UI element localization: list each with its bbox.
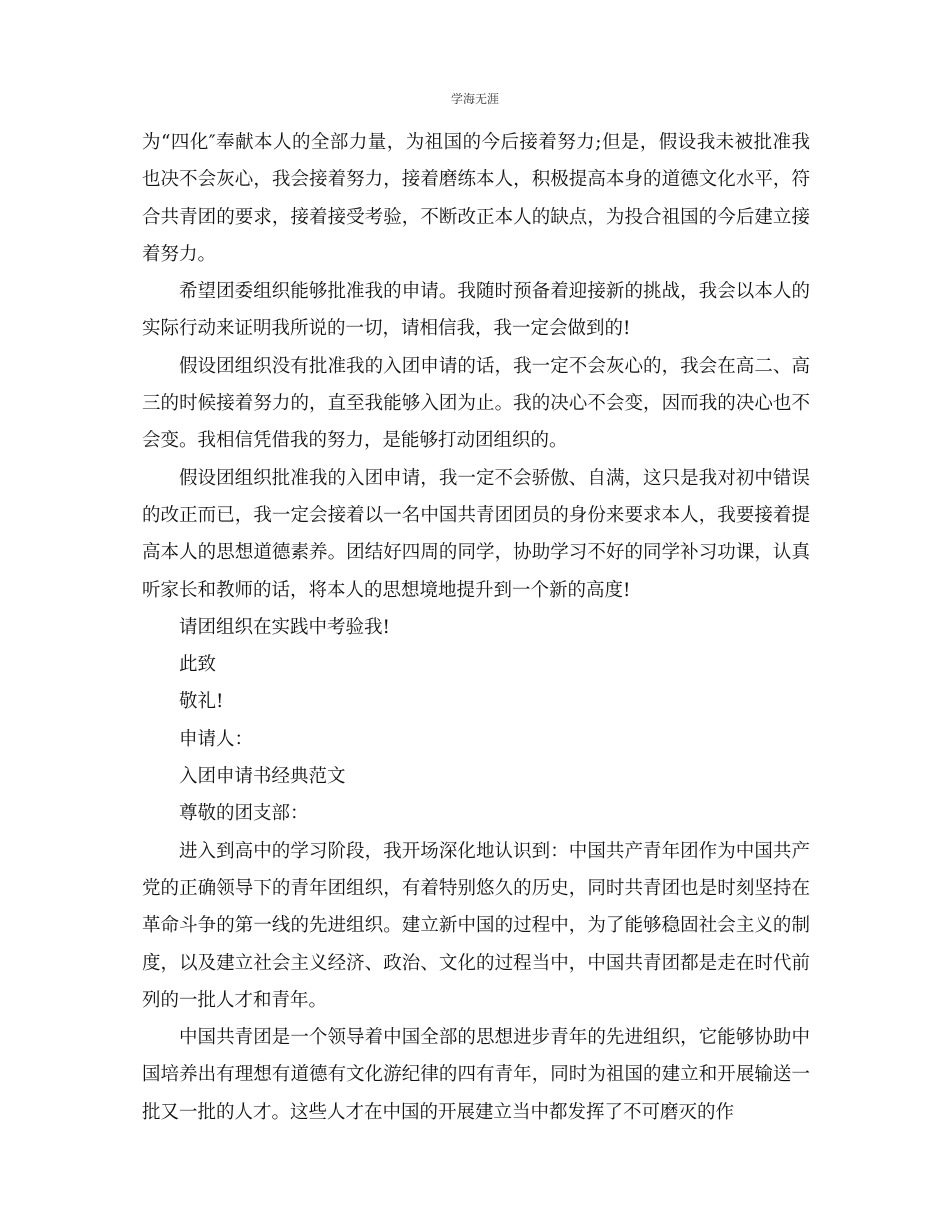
paragraph: 中国共青团是一个领导着中国全部的思想进步青年的先进组织，它能够协助中国培养出有理想有道德有文化游纪律的四有青年，同时为祖国的建立和开展输送一批又一批的人才。这些人才在中国的开展建立当中都发挥了不可磨灭的作 xyxy=(142,1027,810,1123)
paragraph: 为“四化″奉献本人的全部力量，为祖国的今后接着努力;但是，假设我未被批准我也决不会灰心，我会接着努力，接着磨练本人，积极提高本身的道德文化水平，符合共青团的要求，接着接受考验，不断改正本人的缺点，为投合祖国的今后建立接着努力。 xyxy=(142,132,810,265)
greeting-line: 尊敬的团支部： xyxy=(179,803,309,825)
closing-line: 此致 xyxy=(179,654,217,676)
document-body xyxy=(142,124,810,1131)
salutation-line: 敬礼! xyxy=(179,691,224,713)
paragraph: 进入到高中的学习阶段，我开场深化地认识到：中国共产青年团作为中国共产党的正确领导下的青年团组织，有着特别悠久的历史，同时共青团也是时刻坚持在革命斗争的第一线的先进组织。建立新中国的过程中，为了能够稳固社会主义的制度，以及建立社会主义经济、政治、文化的过程当中，中国共青团都是走在时代前列的一批人才和青年。 xyxy=(142,840,810,1011)
page-header: 学海无涯 xyxy=(450,92,499,106)
paragraph: 假设团组织批准我的入团申请，我一定不会骄傲、自满，这只是我对初中错误的改正而已，我一定会接着以一名中国共青团团员的身份来要求本人，我要接着提高本人的思想道德素养。团结好四周的同学，协助学习不好的同学补习功课，认真听家长和教师的话，将本人的思想境地提升到一个新的高度! xyxy=(142,467,810,601)
paragraph: 假设团组织没有批准我的入团申请的话，我一定不会灰心的，我会在高二、高三的时候接着努力的，直至我能够入团为止。我的决心不会变，因而我的决心也不会变。我相信凭借我的努力，是能够打动团组织的。 xyxy=(142,355,810,452)
applicant-line: 申请人： xyxy=(179,728,254,750)
paragraph: 希望团委组织能够批准我的申请。我随时预备着迎接新的挑战，我会以本人的实际行动来证明我所说的一切，请相信我，我一定会做到的! xyxy=(142,281,810,340)
section-title: 入团申请书经典范文 xyxy=(179,766,346,788)
paragraph: 请团组织在实践中考验我! xyxy=(179,616,390,638)
